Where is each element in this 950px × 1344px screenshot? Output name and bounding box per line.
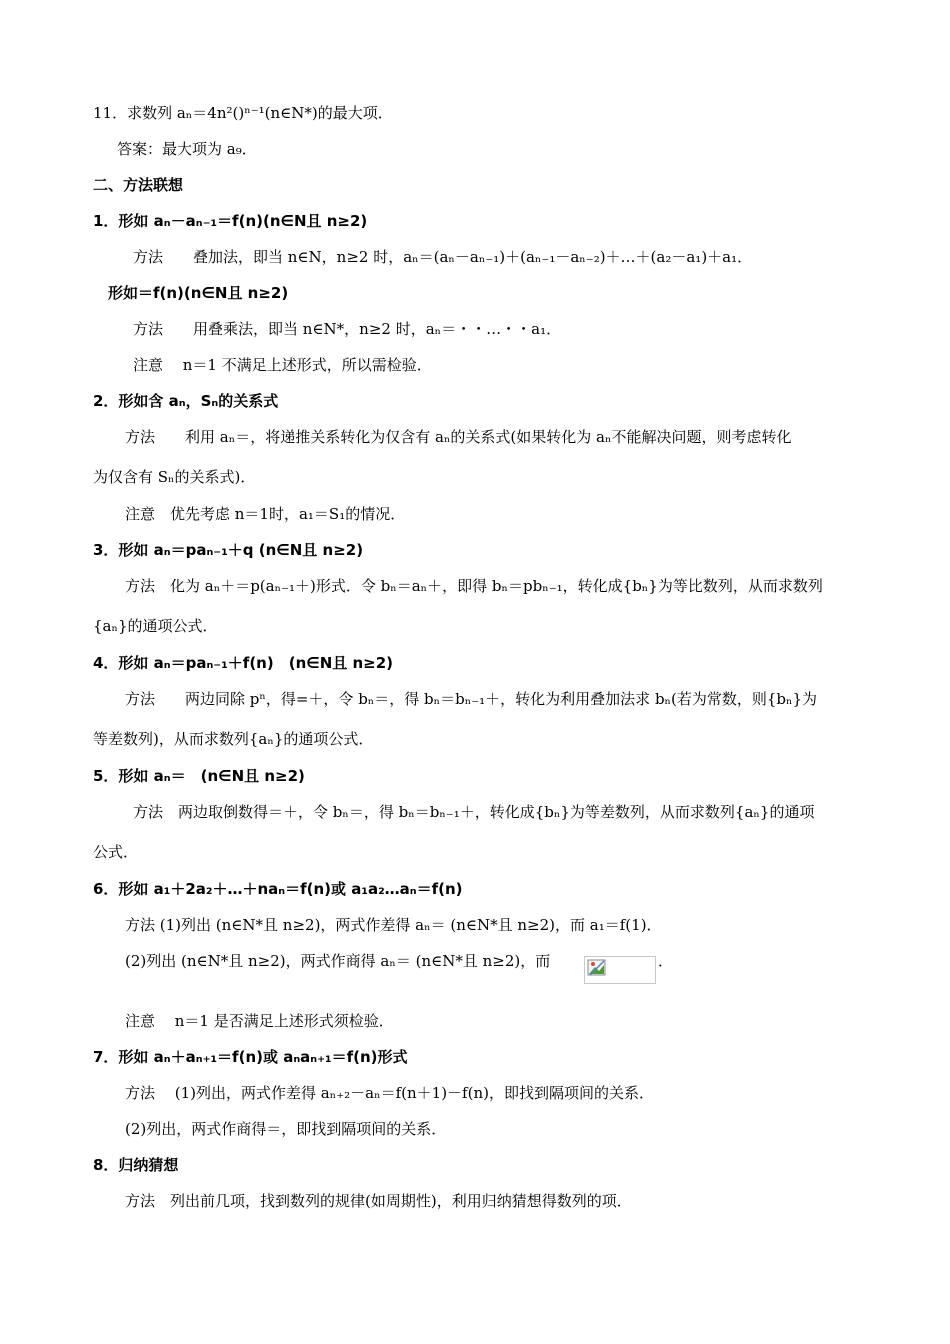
topic-2-note: 注意 优先考虑 n＝1时，a₁＝S₁的情况． (125, 505, 406, 523)
topic-3-method-line1: 方法 化为 aₙ＋＝p(aₙ₋₁＋)形式．令 bₙ＝aₙ＋，即得 bₙ＝pbₙ₋₁，转化成{bₙ}为等比数列，从而求数列 (125, 577, 823, 595)
topic-2-title: 2．形如含 aₙ，Sₙ的关系式 (93, 392, 279, 410)
topic-4-title: 4．形如 aₙ＝paₙ₋₁＋f(n) (n∈N且 n≥2) (93, 654, 394, 672)
topic-1b-note: 注意 n＝1 不满足上述形式，所以需检验． (133, 356, 432, 374)
topic-7-title: 7．形如 aₙ＋aₙ₊₁＝f(n)或 aₙaₙ₊₁＝f(n)形式 (93, 1048, 408, 1066)
topic-6-note: 注意 n＝1 是否满足上述形式须检验． (125, 1012, 394, 1030)
question-11: 11．求数列 aₙ＝4n²()ⁿ⁻¹(n∈N*)的最大项． (93, 104, 393, 122)
topic-7-method-line1: 方法 (1)列出，两式作差得 aₙ₊₂－aₙ＝f(n＋1)－f(n)，即找到隔项间的关系． (125, 1084, 654, 1102)
topic-1-title: 1．形如 aₙ－aₙ₋₁＝f(n)(n∈N且 n≥2) (93, 212, 368, 230)
topic-8-method: 方法 列出前几项，找到数列的规律(如周期性)，利用归纳猜想得数列的项． (125, 1192, 632, 1210)
broken-image-icon (587, 959, 607, 977)
topic-7-method-line2: (2)列出，两式作商得＝，即找到隔项间的关系． (125, 1120, 447, 1138)
question-11-answer: 答案：最大项为 a₉． (117, 140, 257, 158)
topic-1b-method: 方法 用叠乘法，即当 n∈N*，n≥2 时，aₙ＝・・…・・a₁． (133, 320, 562, 338)
topic-4-method-line1: 方法 两边同除 pⁿ，得=＋，令 bₙ＝，得 bₙ＝bₙ₋₁＋，转化为利用叠加法求 bₙ(若为常数，则{bₙ}为 (125, 690, 818, 708)
topic-6-title: 6．形如 a₁＋2a₂＋…＋naₙ＝f(n)或 a₁a₂…aₙ＝f(n) (93, 880, 463, 898)
topic-3-method-line2: {aₙ}的通项公式． (93, 617, 218, 635)
topic-4-method-line2: 等差数列)，从而求数列{aₙ}的通项公式． (93, 730, 374, 748)
topic-5-method-line2: 公式． (93, 843, 139, 861)
topic-2-method-line2: 为仅含有 Sₙ的关系式)． (93, 468, 256, 486)
broken-image-placeholder (584, 956, 656, 984)
topic-2-method-line1: 方法 利用 aₙ＝，将递推关系转化为仅含有 aₙ的关系式(如果转化为 aₙ不能解决问题，则考虑转化 (125, 428, 792, 446)
topic-3-title: 3．形如 aₙ＝paₙ₋₁＋q (n∈N且 n≥2) (93, 541, 364, 559)
topic-6-method-line1: 方法 (1)列出 (n∈N*且 n≥2)，两式作差得 aₙ＝ (n∈N*且 n≥2)，而 a₁＝f(1)． (125, 916, 662, 934)
topic-1b-title: 形如＝f(n)(n∈N且 n≥2) (108, 284, 289, 302)
topic-6-method-line2-end: ． (658, 952, 674, 970)
topic-8-title: 8．归纳猜想 (93, 1156, 179, 1174)
section-heading-methods: 二、方法联想 (93, 176, 184, 194)
topic-5-title: 5．形如 aₙ＝ (n∈N且 n≥2) (93, 767, 305, 785)
topic-6-method-line2: (2)列出 (n∈N*且 n≥2)，两式作商得 aₙ＝ (n∈N*且 n≥2)，而 (125, 952, 551, 970)
topic-1-method: 方法 叠加法，即当 n∈N，n≥2 时，aₙ＝(aₙ－aₙ₋₁)＋(aₙ₋₁－aₙ₋₂)＋…＋(a₂－a₁)＋a₁． (133, 248, 753, 266)
topic-5-method-line1: 方法 两边取倒数得＝＋，令 bₙ＝，得 bₙ＝bₙ₋₁＋，转化成{bₙ}为等差数列，从而求数列{aₙ}的通项 (133, 803, 815, 821)
